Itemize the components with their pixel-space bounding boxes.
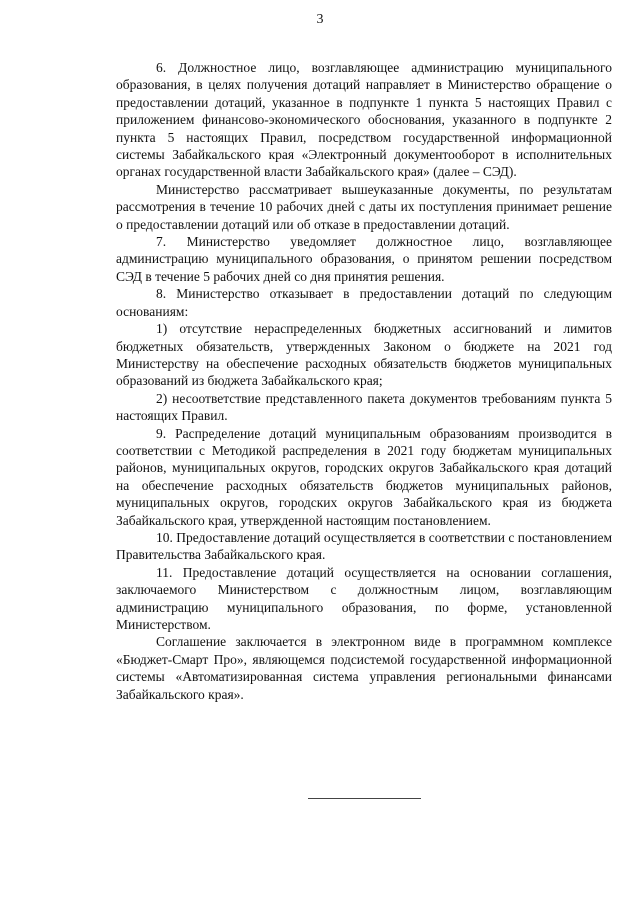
paragraph-ministry-review: Министерство рассматривает вышеуказанные документы, по результатам рассмотрения в течение 10 рабочих дней с даты их поступления принимает решение о предоставлении дотаций или об отказе в предоставлении дотаций. [116, 181, 612, 232]
paragraph-8: 8. Министерство отказывает в предоставлении дотаций по следующим основаниям: [116, 286, 612, 319]
paragraph-agreement: Соглашение заключается в электронном виде в программном комплексе «Бюджет-Смарт Про», являющемся подсистемой государственной информационной системы «Автоматизированная система управления региональными финансами Забайкальского края». [116, 634, 612, 702]
document-body [116, 59, 612, 703]
paragraph-11: 11. Предоставление дотаций осуществляется на основании соглашения, заключаемого Министерством с должностным лицом, возглавляющим администрацию муниципального образования, по форме, установленной Министерством. [116, 564, 612, 632]
paragraph-8-item-2: 2) несоответствие представленного пакета документов требованиям пункта 5 настоящих Правил. [116, 390, 612, 424]
paragraph-7: 7. Министерство уведомляет должностное лицо, возглавляющее администрацию муниципального образования, о принятом решении посредством СЭД в течение 5 рабочих дней со дня принятия решения. [116, 234, 612, 284]
paragraph-6: 6. Должностное лицо, возглавляющее администрацию муниципального образования, в целях получения дотаций направляет в Министерство обращение о предоставлении дотаций, указанное в подпункте 1 пункта 5 настоящих Правил с приложением финансово-экономического обоснования, указанного в подпункте 2 пункта 5 настоящих Правил, посредством государственной информационной системы Забайкальского края «Электронный документооборот в исполнительных органах государственной власти Забайкальского края» (далее – СЭД). [116, 60, 612, 180]
paragraph-10: 10. Предоставление дотаций осуществляется в соответствии с постановлением Правительства Забайкальского края. [116, 529, 612, 563]
page-number: 3 [316, 12, 324, 27]
paragraph-8-item-1: 1) отсутствие нераспределенных бюджетных ассигнований и лимитов бюджетных обязательств, утвержденных Законом о бюджете на 2021 год Министерству на обеспечение расходных обязательств бюджетов муниципальных образований из бюджета Забайкальского края; [116, 321, 612, 389]
paragraph-9: 9. Распределение дотаций муниципальным образованиям производится в соответствии с Методикой распределения в 2021 году бюджетам муниципальных районов, муниципальных округов, городских округов Забайкальского края дотаций на обеспечение расходных обязательств бюджетов муниципальных районов, муниципальных округов, городских округов Забайкальского края из бюджета Забайкальского края, утвержденной настоящим постановлением. [116, 425, 612, 528]
end-separator-line [308, 798, 421, 799]
